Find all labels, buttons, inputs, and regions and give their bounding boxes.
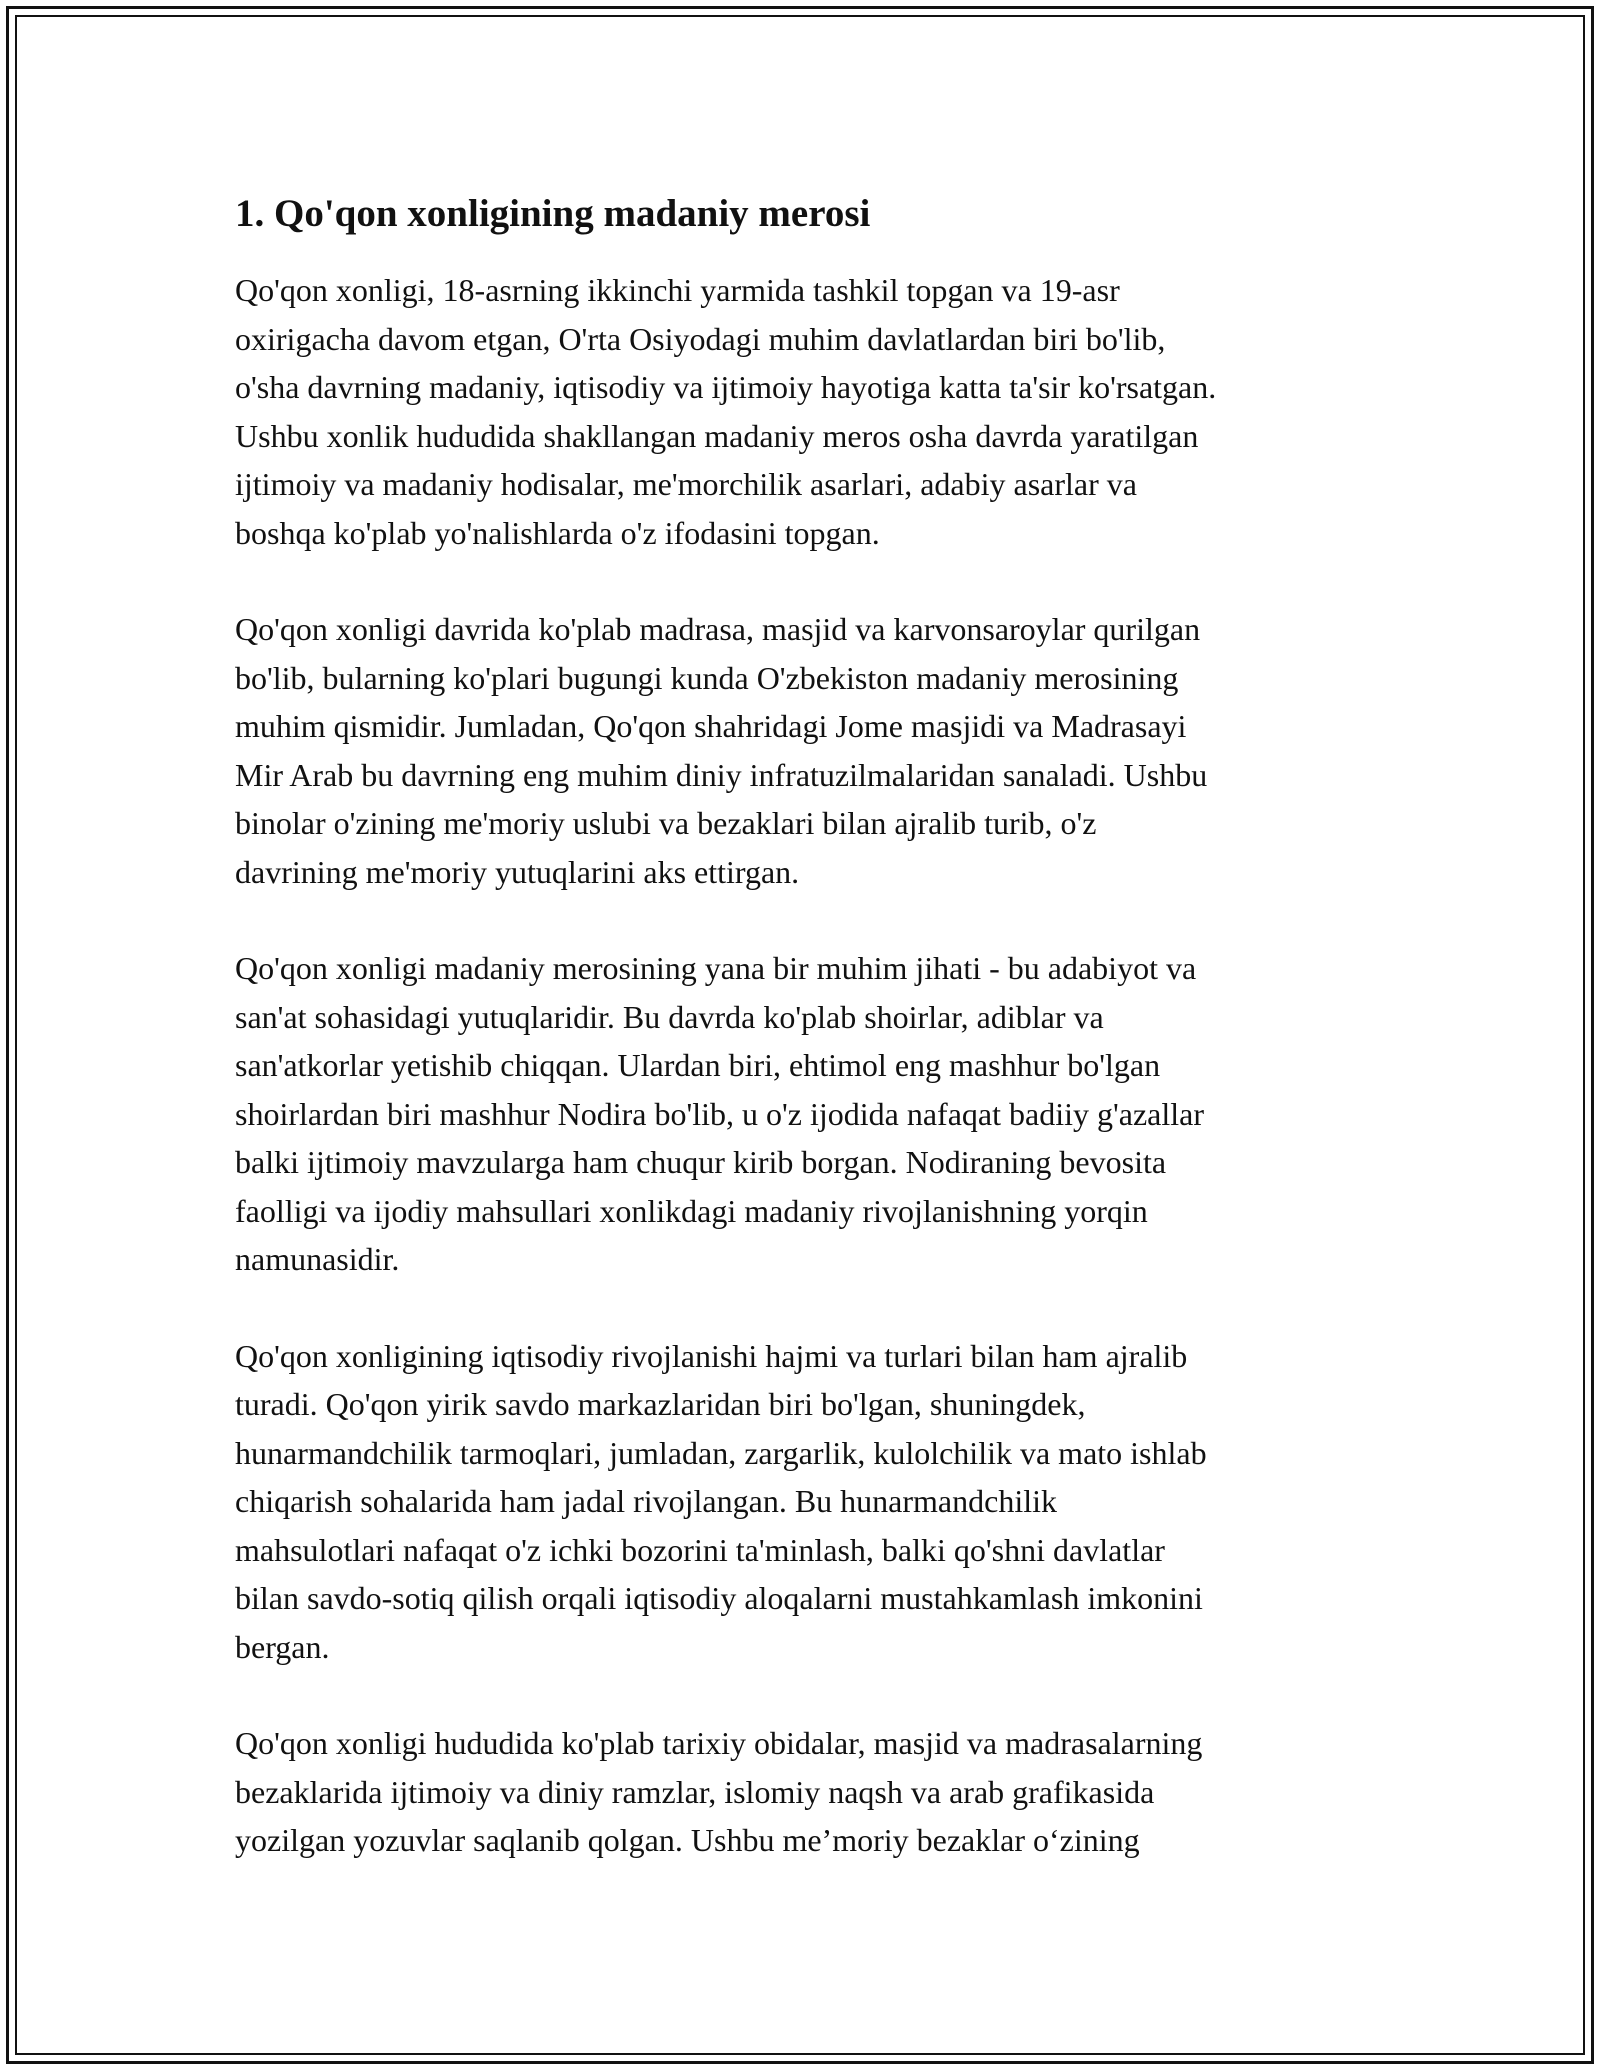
document-body (235, 186, 1365, 1913)
section-heading: 1. Qo'qon xonligining madaniy merosi (235, 192, 871, 235)
paragraph-2 (235, 605, 1365, 896)
text-line: Qo'qon xonligining iqtisodiy rivojlanishi hajmi va turlari bilan ham ajralib (235, 1337, 1188, 1374)
text-line: bergan. (235, 1628, 330, 1665)
paragraph-5 (235, 1719, 1365, 1865)
text-line: san'at sohasidagi yutuqlaridir. Bu davrda ko'plab shoirlar, adiblar va (235, 998, 1104, 1035)
text-line: mahsulotlari nafaqat o'z ichki bozorini ta'minlash, balki qo'shni davlatlar (235, 1531, 1165, 1568)
text-line: o'sha davrning madaniy, iqtisodiy va ijtimoiy hayotiga katta ta'sir ko'rsatgan. (235, 369, 1217, 405)
text-line: davrining me'moriy yutuqlarini aks ettirgan. (235, 853, 800, 890)
text-line: shoirlardan biri mashhur Nodira bo'lib, u o'z ijodida nafaqat badiiy g'azallar (235, 1095, 1204, 1132)
text-line: Qo'qon xonligi davrida ko'plab madrasa, masjid va karvonsaroylar qurilgan (235, 611, 1201, 647)
text-line: Ushbu xonlik hududida shakllangan madaniy meros osha davrda yaratilgan (235, 417, 1199, 454)
text-line: Qo'qon xonligi hududida ko'plab tarixiy obidalar, masjid va madrasalarning (235, 1725, 1203, 1761)
text-line: Mir Arab bu davrning eng muhim diniy infratuzilmalaridan sanaladi. Ushbu (235, 756, 1208, 793)
paragraph-1 (235, 266, 1365, 557)
text-line: ijtimoiy va madaniy hodisalar, me'morchilik asarlari, adabiy asarlar va (235, 466, 1137, 502)
text-line: bilan savdo-sotiq qilish orqali iqtisodiy aloqalarni mustahkamlash imkonini (235, 1580, 1203, 1616)
text-line: bo'lib, bularning ko'plari bugungi kunda O'zbekiston madaniy merosining (235, 659, 1179, 696)
text-line: bezaklarida ijtimoiy va diniy ramzlar, islomiy naqsh va arab grafikasida (235, 1773, 1155, 1810)
text-line: boshqa ko'plab yo'nalishlarda o'z ifodasini topgan. (235, 514, 880, 551)
paragraph-3 (235, 944, 1365, 1284)
text-line: Qo'qon xonligi, 18-asrning ikkinchi yarmida tashkil topgan va 19-asr (235, 272, 1120, 308)
text-line: yozilgan yozuvlar saqlanib qolgan. Ushbu me’moriy bezaklar o‘zining (235, 1822, 1140, 1858)
text-line: Qo'qon xonligi madaniy merosining yana bir muhim jihati - bu adabiyot va (235, 950, 1197, 986)
text-line: san'atkorlar yetishib chiqqan. Ulardan biri, ehtimol eng mashhur bo'lgan (235, 1047, 1161, 1083)
text-line: turadi. Qo'qon yirik savdo markazlaridan biri bo'lgan, shuningdek, (235, 1386, 1086, 1422)
text-line: oxirigacha davom etgan, O'rta Osiyodagi muhim davlatlardan biri bo'lib, (235, 320, 1166, 357)
paragraph-4 (235, 1332, 1365, 1672)
text-line: hunarmandchilik tarmoqlari, jumladan, zargarlik, kulolchilik va mato ishlab (235, 1434, 1207, 1471)
text-line: chiqarish sohalarida ham jadal rivojlangan. Bu hunarmandchilik (235, 1483, 1057, 1519)
text-line: namunasidir. (235, 1241, 400, 1277)
text-line: balki ijtimoiy mavzularga ham chuqur kirib borgan. Nodiraning bevosita (235, 1144, 1167, 1180)
text-line: muhim qismidir. Jumladan, Qo'qon shahridagi Jome masjidi va Madrasayi (235, 708, 1187, 744)
text-line: binolar o'zining me'moriy uslubi va bezaklari bilan ajralib turib, o'z (235, 805, 1097, 841)
text-line: faolligi va ijodiy mahsullari xonlikdagi madaniy rivojlanishning yorqin (235, 1192, 1148, 1229)
